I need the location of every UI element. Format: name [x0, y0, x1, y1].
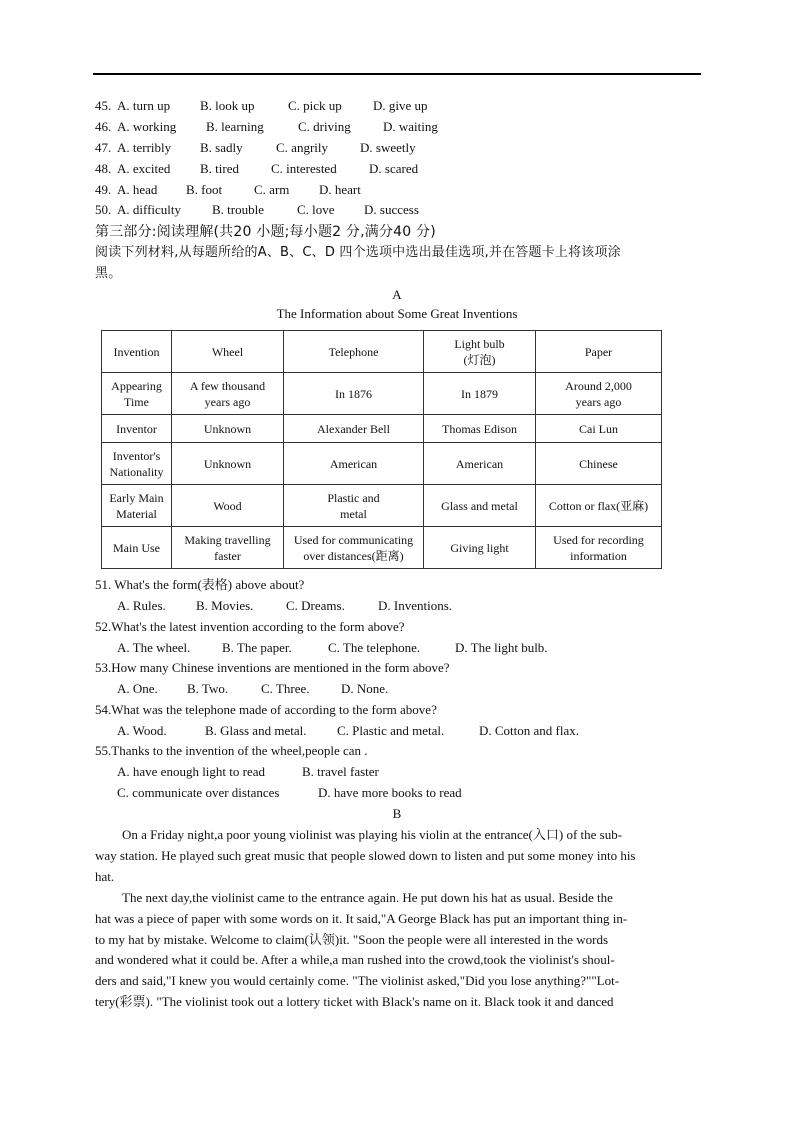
- q51-stem: 51. What's the form(表格) above about?: [95, 577, 305, 592]
- top-rule: [93, 73, 701, 75]
- table-cell: Around 2,000 years ago: [536, 373, 662, 415]
- q45-number: 45.: [95, 98, 112, 113]
- passage-b-line: hat.: [95, 869, 115, 884]
- q53-option-c: C. Three.: [261, 681, 310, 696]
- q49-option-a: A. head: [117, 182, 158, 197]
- table-cell: Invention: [102, 331, 172, 373]
- passage-b-letter: B: [392, 806, 402, 821]
- table-cell: American: [284, 443, 424, 485]
- q46-option-c: C. driving: [298, 119, 351, 134]
- passage-b-line: tery(彩票). "The violinist took out a lottery ticket with Black's name on it. Black took it and danced: [95, 994, 614, 1009]
- q50-option-a: A. difficulty: [117, 202, 182, 217]
- q47-option-b: B. sadly: [200, 140, 243, 155]
- q54-stem: 54.What was the telephone made of according to the form above?: [95, 702, 437, 717]
- q46-number: 46.: [95, 119, 112, 134]
- q46-option-d: D. waiting: [383, 119, 438, 134]
- q52-option-d: D. The light bulb.: [455, 640, 548, 655]
- q53-option-b: B. Two.: [187, 681, 229, 696]
- passage-b-line: hat was a piece of paper with some words on it. It said,"A George Black has put an important thing in-: [95, 911, 628, 926]
- q46-option-b: B. learning: [206, 119, 264, 134]
- q45-option-c: C. pick up: [288, 98, 342, 113]
- q54-option-a: A. Wood.: [117, 723, 167, 738]
- q49-number: 49.: [95, 182, 112, 197]
- q54-option-d: D. Cotton and flax.: [479, 723, 580, 738]
- q47-number: 47.: [95, 140, 112, 155]
- q55-option-c: C. communicate over distances: [117, 785, 280, 800]
- table-cell: Used for recording information: [536, 527, 662, 569]
- table-cell: Inventor's Nationality: [102, 443, 172, 485]
- passage-a-title: The Information about Some Great Inventions: [276, 306, 518, 321]
- q48-option-d: D. scared: [369, 161, 419, 176]
- q50-option-d: D. success: [364, 202, 419, 217]
- table-cell: Giving light: [424, 527, 536, 569]
- q53-option-a: A. One.: [117, 681, 158, 696]
- table-cell: Telephone: [284, 331, 424, 373]
- q48-option-a: A. excited: [117, 161, 171, 176]
- q48-number: 48.: [95, 161, 112, 176]
- table-row: [102, 485, 662, 527]
- q47-option-a: A. terribly: [117, 140, 172, 155]
- table-cell: In 1876: [284, 373, 424, 415]
- q55-option-d: D. have more books to read: [318, 785, 462, 800]
- table-cell: Making travelling faster: [172, 527, 284, 569]
- table-row: [102, 415, 662, 443]
- q54-option-c: C. Plastic and metal.: [337, 723, 445, 738]
- table-row: [102, 373, 662, 415]
- table-cell: American: [424, 443, 536, 485]
- q49-option-b: B. foot: [186, 182, 223, 197]
- q50-option-c: C. love: [297, 202, 335, 217]
- table-cell: Plastic and metal: [284, 485, 424, 527]
- q50-option-b: B. trouble: [212, 202, 264, 217]
- q45-option-a: A. turn up: [117, 98, 171, 113]
- table-cell: Appearing Time: [102, 373, 172, 415]
- table-cell: Unknown: [172, 443, 284, 485]
- q47-option-d: D. sweetly: [360, 140, 416, 155]
- table-cell: Paper: [536, 331, 662, 373]
- table-row: [102, 443, 662, 485]
- q49-option-c: C. arm: [254, 182, 290, 197]
- table-cell: Wheel: [172, 331, 284, 373]
- q51-option-a: A. Rules.: [117, 598, 166, 613]
- table-cell: Cai Lun: [536, 415, 662, 443]
- q48-option-b: B. tired: [200, 161, 239, 176]
- table-cell: Cotton or flax(亚麻): [536, 485, 662, 527]
- q50-number: 50.: [95, 202, 112, 217]
- section-instruction: 阅读下列材料,从每题所给的A、B、C、D 四个选项中选出最佳选项,并在答题卡上将该项涂: [95, 245, 621, 260]
- table-cell: In 1879: [424, 373, 536, 415]
- passage-b-line: ders and said,"I knew you would certainly come. "The violinist asked,"Did you lose anything?""Lot-: [95, 973, 620, 988]
- q51-option-c: C. Dreams.: [286, 598, 345, 613]
- table-cell: Main Use: [102, 527, 172, 569]
- q53-stem: 53.How many Chinese inventions are mentioned in the form above?: [95, 660, 450, 675]
- q52-option-b: B. The paper.: [222, 640, 292, 655]
- q51-option-b: B. Movies.: [196, 598, 254, 613]
- q47-option-c: C. angrily: [276, 140, 328, 155]
- table-cell: Light bulb (灯泡): [424, 331, 536, 373]
- q48-option-c: C. interested: [271, 161, 337, 176]
- q55-option-a: A. have enough light to read: [117, 764, 266, 779]
- q46-option-a: A. working: [117, 119, 177, 134]
- table-cell: Thomas Edison: [424, 415, 536, 443]
- q54-option-b: B. Glass and metal.: [205, 723, 307, 738]
- table-cell: A few thousand years ago: [172, 373, 284, 415]
- table-cell: Alexander Bell: [284, 415, 424, 443]
- section-title: 第三部分:阅读理解(共20 小题;每小题2 分,满分40 分): [95, 224, 436, 240]
- table-cell: Glass and metal: [424, 485, 536, 527]
- table-cell: Used for communicating over distances(距离): [284, 527, 424, 569]
- q55-stem: 55.Thanks to the invention of the wheel,people can .: [95, 743, 368, 758]
- table-cell: Inventor: [102, 415, 172, 443]
- q49-option-d: D. heart: [319, 182, 361, 197]
- table-row: [102, 527, 662, 569]
- table-cell: Wood: [172, 485, 284, 527]
- passage-b-line: way station. He played such great music that people slowed down to listen and put some money into his: [95, 848, 636, 863]
- passage-b-line: and wondered what it could be. After a while,a man rushed into the crowd,took the violinist's shoul-: [95, 952, 615, 967]
- table-cell: Unknown: [172, 415, 284, 443]
- q55-option-b: B. travel faster: [302, 764, 379, 779]
- q45-option-b: B. look up: [200, 98, 255, 113]
- table-header-row: [102, 331, 662, 373]
- q52-stem: 52.What's the latest invention according to the form above?: [95, 619, 405, 634]
- table-cell: Chinese: [536, 443, 662, 485]
- section-instruction-cont: 黑。: [95, 266, 122, 281]
- table-cell: Early Main Material: [102, 485, 172, 527]
- q52-option-c: C. The telephone.: [328, 640, 421, 655]
- passage-b-line: On a Friday night,a poor young violinist was playing his violin at the entrance(入口) of the sub-: [122, 827, 623, 842]
- passage-b-line: to my hat by mistake. Welcome to claim(认领)it. "Soon the people were all interested in the words: [95, 932, 609, 947]
- q53-option-d: D. None.: [341, 681, 389, 696]
- inventions-table: [101, 330, 662, 569]
- q52-option-a: A. The wheel.: [117, 640, 191, 655]
- q51-option-d: D. Inventions.: [378, 598, 453, 613]
- passage-b-line: The next day,the violinist came to the entrance again. He put down his hat as usual. Beside the: [122, 890, 613, 905]
- passage-a-letter: A: [392, 287, 402, 302]
- q45-option-d: D. give up: [373, 98, 428, 113]
